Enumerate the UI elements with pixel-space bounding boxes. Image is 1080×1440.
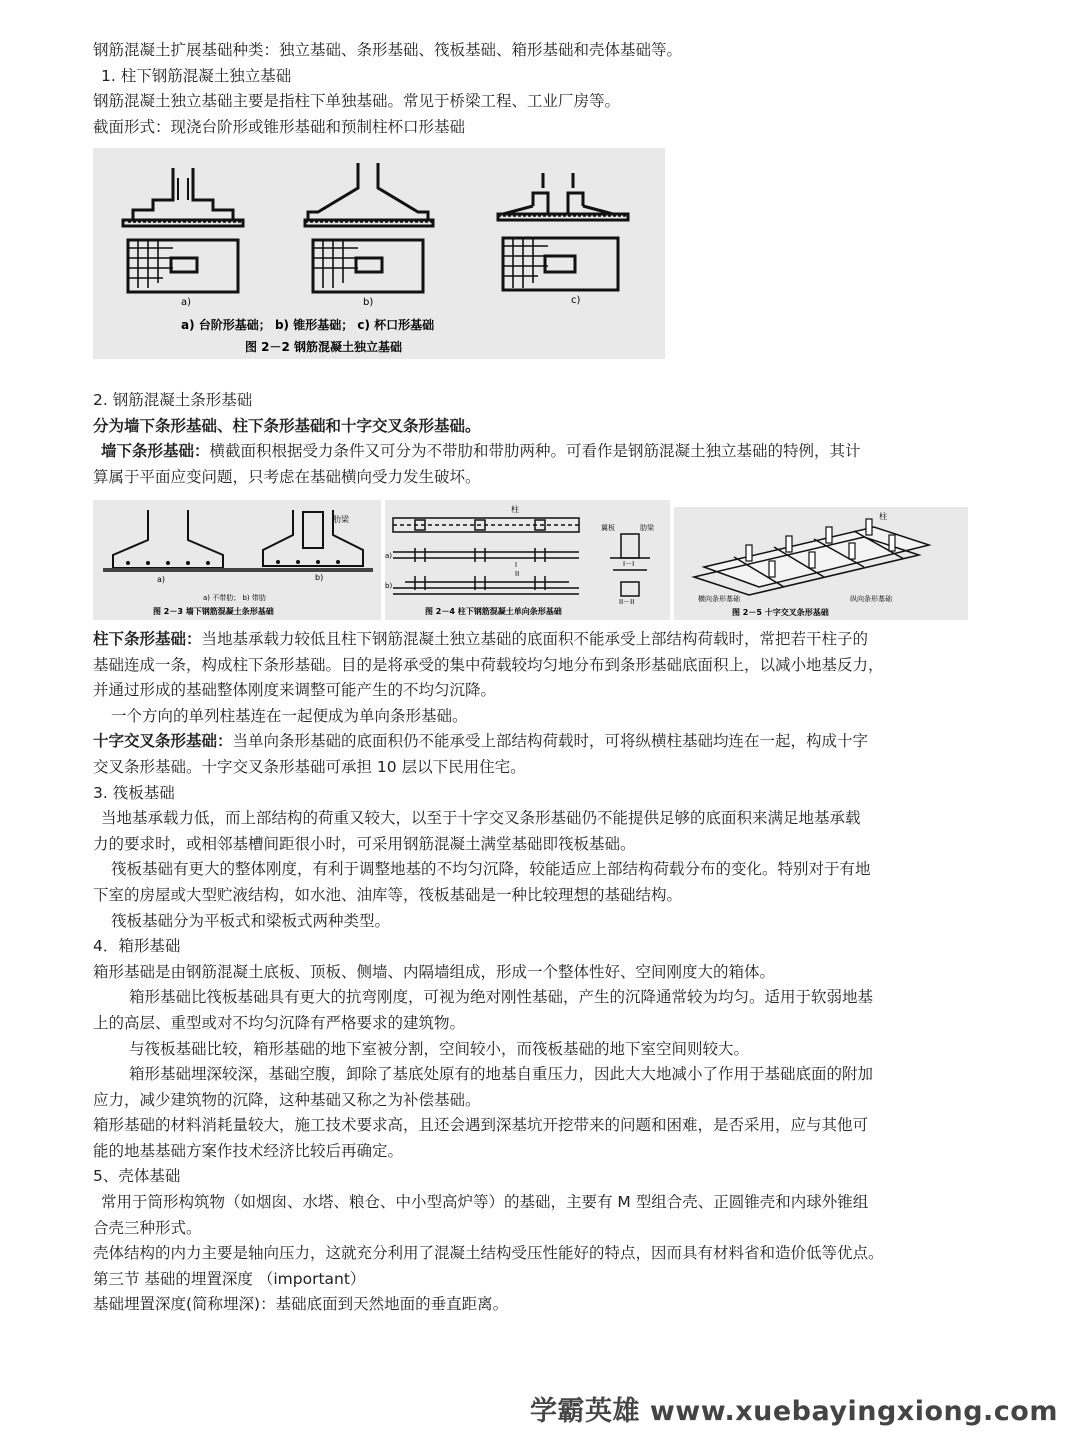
raft-text-2: 力的要求时，或相邻基槽间距很小时，可采用钢筋混凝土满堂基础即筏板基础。 <box>93 834 636 853</box>
fig2-a: a) <box>157 575 166 584</box>
footer-watermark: 学霸英雄 www.xuebayingxiong.com <box>529 1396 1058 1427</box>
paragraph-2: 截面形式：现浇台阶形或锥形基础和预制柱杯口形基础 <box>93 117 466 136</box>
figure-independent-footing-drawing <box>93 148 665 359</box>
column-strip-title: 柱下条形基础： <box>93 630 202 648</box>
fig4-col-label: 柱 <box>879 512 887 521</box>
section-2-text <box>93 388 993 490</box>
fig3-a: a) <box>385 552 393 560</box>
box-text-2: 箱形基础比筏板基础具有更大的抗弯刚度，可视为绝对刚性基础，产生的沉降通常较为均匀。适用于软弱地基 <box>129 988 874 1007</box>
box-text-4: 与筏板基础比较，箱形基础的地下室被分割，空间较小，而筏板基础的地下室空间则较大。 <box>129 1039 750 1058</box>
fig3-sec-i: I <box>515 561 518 569</box>
cross-strip-title: 十字交叉条形基础： <box>93 732 233 751</box>
fig4-vert-label: 纵向条形基础 <box>850 595 892 603</box>
raft-text-4: 下室的房屋或大型贮液结构，如水池、油库等，筏板基础是一种比较理想的基础结构。 <box>93 885 683 904</box>
heading-2: 2. 钢筋混凝土条形基础 <box>93 391 253 409</box>
fig2-legend: a) 不带肋； b) 带肋 <box>203 594 266 602</box>
box-text-8: 能的地基基础方案作技术经济比较后再确定。 <box>93 1141 404 1160</box>
fig3-col-label: 柱 <box>511 505 519 514</box>
figure-column-strip <box>385 500 670 620</box>
fig3-wing-label: 翼板 <box>601 524 615 532</box>
box-text-7: 箱形基础的材料消耗量较大，施工技术要求高，且还会遇到深基坑开挖带来的问题和困难，是否采用，应与其他可 <box>93 1116 869 1135</box>
raft-text-5: 筏板基础分为平板式和梁板式两种类型。 <box>111 911 391 930</box>
heading-1: 1. 柱下钢筋混凝土独立基础 <box>101 66 292 85</box>
intro-line: 钢筋混凝土扩展基础种类：独立基础、条形基础、筏板基础、箱形基础和壳体基础等。 <box>93 41 683 59</box>
section-3-heading: 第三节 基础的埋置深度 （important） <box>93 1269 366 1288</box>
cross-strip-text-2: 交叉条形基础。十字交叉条形基础可承担 10 层以下民用住宅。 <box>93 757 526 776</box>
fig1-label-c: c) <box>571 295 581 306</box>
box-text-6: 应力，减少建筑物的沉降，这种基础又称之为补偿基础。 <box>93 1090 481 1109</box>
fig1-caption-2: 图 2－2 钢筋混凝土独立基础 <box>245 340 403 354</box>
fig2-rib-label: 肋梁 <box>333 515 349 524</box>
column-strip-text-4: 一个方向的单列柱基连在一起便成为单向条形基础。 <box>111 706 468 725</box>
column-strip-text-3: 并通过形成的基础整体刚度来调整可能产生的不均匀沉降。 <box>93 681 497 700</box>
figure-wall-strip <box>93 500 381 620</box>
fig1-caption-1: a) 台阶形基础； b) 锥形基础； c) 杯口形基础 <box>181 318 435 332</box>
figure-cross-strip-drawing <box>674 507 968 620</box>
fig3-caption: 图 2－4 柱下钢筋混凝土单向条形基础 <box>425 607 562 616</box>
paragraph-1: 钢筋混凝土独立基础主要是指柱下单独基础。常见于桥梁工程、工业厂房等。 <box>93 92 621 111</box>
fig3-sec-ii-ii: II－II <box>619 598 635 606</box>
figure-cross-strip <box>674 507 968 620</box>
fig1-label-a: a) <box>181 297 192 308</box>
embed-depth-text: 基础埋置深度(简称埋深)：基础底面到天然地面的垂直距离。 <box>93 1295 509 1314</box>
column-strip-text-1: 当地基承载力较低且柱下钢筋混凝土独立基础的底面积不能承受上部结构荷载时，常把若干柱子的 <box>201 630 869 648</box>
raft-text-3: 筏板基础有更大的整体刚度，有利于调整地基的不均匀沉降，较能适应上部结构荷载分布的变化。特别对于有地 <box>111 860 871 879</box>
fig2-b: b) <box>315 573 324 582</box>
shell-text-3: 壳体结构的内力主要是轴向压力，这就充分利用了混凝土结构受压性能好的特点，因而具有材料省和造价低等优点。 <box>93 1244 884 1263</box>
wall-strip-text-1: 横截面积根据受力条件又可分为不带肋和带肋两种。可看作是钢筋混凝土独立基础的特例，其计 <box>209 442 861 461</box>
fig1-label-b: b) <box>363 297 374 308</box>
heading-4: 4．箱形基础 <box>93 937 181 956</box>
heading-5: 5、壳体基础 <box>93 1167 181 1186</box>
body-text <box>93 627 993 1318</box>
wall-strip-text-2: 算属于平面应变问题，只考虑在基础横向受力发生破坏。 <box>93 467 481 486</box>
wall-strip-title: 墙下条形基础： <box>101 442 210 461</box>
box-text-3: 上的高层、重型或对不均匀沉降有严格要求的建筑物。 <box>93 1013 466 1032</box>
shell-text-2: 合壳三种形式。 <box>93 1218 202 1237</box>
fig3-sec-ii: II <box>515 570 520 578</box>
raft-text-1: 当地基承载力低，而上部结构的荷重又较大，以至于十字交叉条形基础仍不能提供足够的底面积来满足地基承载 <box>101 809 861 828</box>
fig2-caption: 图 2－3 墙下钢筋混凝土条形基础 <box>153 607 274 616</box>
heading-3: 3. 筏板基础 <box>93 783 175 802</box>
fig3-sec-i-i: I－I <box>623 560 635 568</box>
shell-text-1: 常用于筒形构筑物（如烟囱、水塔、粮仓、中小型高炉等）的基础，主要有 M 型组合壳、正圆锥壳和内球外锥组 <box>101 1193 869 1212</box>
fig3-b: b) <box>385 582 393 590</box>
cross-strip-text-1: 当单向条形基础的底面积仍不能承受上部结构荷载时，可将纵横柱基础均连在一起，构成十字 <box>232 732 869 751</box>
box-text-1: 箱形基础是由钢筋混凝土底板、顶板、侧墙、内隔墙组成，形成一个整体性好、空间刚度大的箱体。 <box>93 962 776 981</box>
figure-column-strip-drawing <box>385 500 670 620</box>
figure-independent-footing <box>93 148 665 359</box>
box-text-5: 箱形基础埋深较深，基础空腹，卸除了基底处原有的地基自重压力，因此大大地减小了作用于基础底面的附加 <box>129 1065 874 1084</box>
strip-types-bold: 分为墙下条形基础、柱下条形基础和十字交叉条形基础。 <box>93 416 481 435</box>
fig3-rib-label: 肋梁 <box>640 524 654 532</box>
document-page <box>93 38 993 140</box>
figure-wall-strip-drawing <box>93 500 381 620</box>
fig4-horiz-label: 横向条形基础 <box>698 595 740 603</box>
fig4-caption: 图 2－5 十字交叉条形基础 <box>732 608 829 617</box>
column-strip-text-2: 基础连成一条，构成柱下条形基础。目的是将承受的集中荷载较均匀地分布到条形基础底面积上，以减小地基反力， <box>93 655 884 674</box>
